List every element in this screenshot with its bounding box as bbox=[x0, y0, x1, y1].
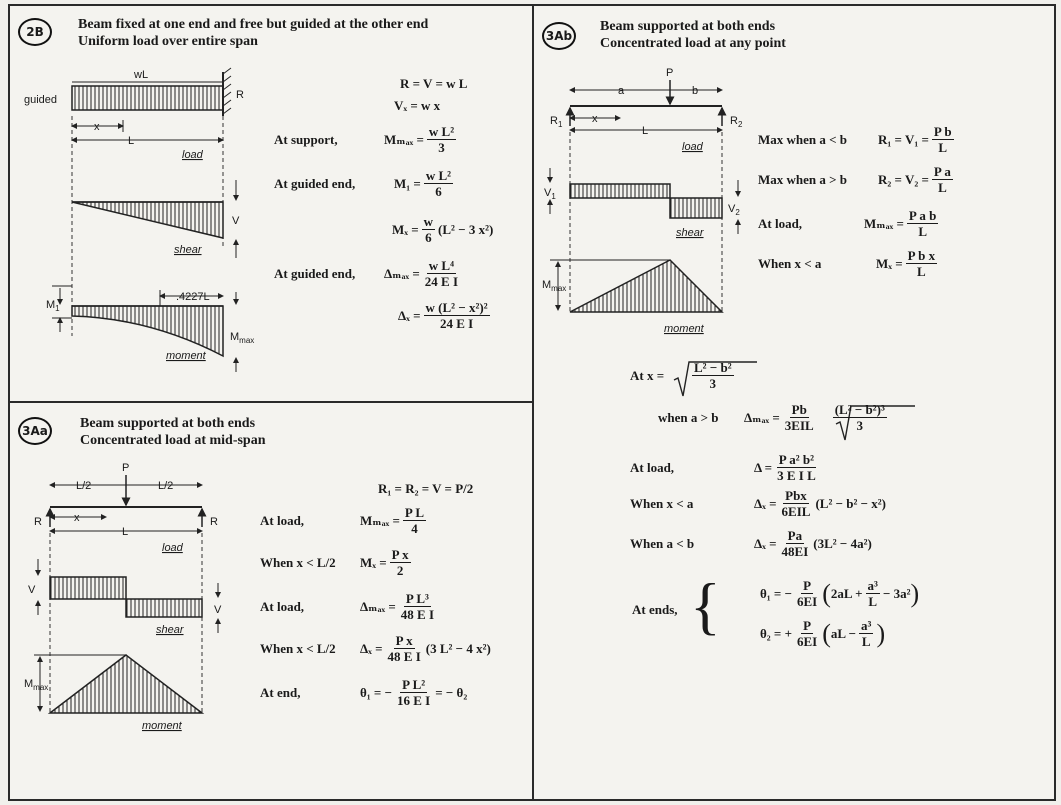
label-x: x bbox=[94, 121, 100, 133]
label-V1: $V_1$ bbox=[544, 187, 556, 201]
label-load: load bbox=[182, 149, 203, 161]
label-R2: R bbox=[210, 516, 218, 528]
label-shear: shear bbox=[156, 624, 184, 636]
label-wL: wL bbox=[134, 69, 149, 81]
label-load: load bbox=[682, 141, 703, 153]
label-L: L bbox=[122, 526, 129, 538]
brace: { bbox=[690, 570, 721, 641]
eq-delta-x: Δₓ = $\frac{\text{w (L² − x²)²}}{\text{24 E I}}$ bbox=[398, 300, 488, 331]
shear-positive bbox=[570, 184, 670, 198]
label-M1: $M_1$ bbox=[46, 299, 60, 313]
label-R1: $R_1$ bbox=[550, 115, 563, 129]
label-dist: .4227L bbox=[176, 291, 210, 303]
label-moment: moment bbox=[664, 323, 704, 335]
label-guided: guided bbox=[24, 94, 58, 106]
shear-negative bbox=[670, 198, 722, 218]
label-Mmax: $M_{max}$ bbox=[230, 331, 255, 345]
label-Mmax: $M_{max}$ bbox=[542, 279, 567, 293]
label-L2-right: L/2 bbox=[158, 480, 174, 492]
eq-Mx: When x < a Mₓ = $\frac{\text{P b x}}{L}$ bbox=[758, 248, 936, 279]
label-at-ends: At ends, bbox=[632, 602, 678, 617]
label-x: x bbox=[592, 113, 598, 125]
shear-positive bbox=[50, 577, 126, 599]
eq-delta-x: When x < L/2 Δₓ = $\frac{\text{P x}}{\text{48 E I}}$ (3 L² − 4 x²) bbox=[260, 633, 491, 664]
diagram-2B bbox=[10, 6, 536, 405]
eq-theta: At end, θ₁ = − $\frac{\text{P L²}}{\text{16 E I}}$ = − θ₂ bbox=[260, 677, 468, 708]
eq-delta-x-2: When a < b Δₓ = $\frac{Pa}{48EI}$ (3L² − 4a²) bbox=[630, 528, 872, 559]
label-shear: shear bbox=[676, 227, 704, 239]
label-L: L bbox=[128, 135, 135, 147]
eq-theta2: θ₂ = + $\frac{P}{6EI}$ ( aL − $\frac{\text{a³}}{L}$ ) bbox=[760, 618, 886, 649]
label-V2: V bbox=[214, 604, 222, 616]
label-moment: moment bbox=[142, 720, 182, 732]
label-V1: V bbox=[28, 584, 36, 596]
label-load: load bbox=[162, 542, 183, 554]
label-V: V bbox=[232, 215, 240, 227]
label-P: P bbox=[122, 462, 130, 474]
eq-delta-max: At load, Δₘₐₓ = $\frac{\text{P L³}}{\text{48 E I}}$ bbox=[260, 591, 435, 622]
eq-reactions: R₁ = R₂ = V = P/2 bbox=[378, 481, 474, 496]
label-P: P bbox=[666, 67, 674, 79]
eq-Mmax: At load, Mₘₐₓ = $\frac{\text{P a b}}{L}$ bbox=[758, 208, 937, 239]
eq-R2: Max when a > b R₂ = V₂ = $\frac{\text{P a}}{L}$ bbox=[758, 164, 951, 195]
title-line-1: Beam supported at both ends bbox=[600, 19, 776, 34]
eq-Mmax: At load, Mₘₐₓ = $\frac{\text{P L}}{4}$ bbox=[260, 505, 425, 536]
label-R: R bbox=[236, 89, 244, 101]
label-shear: shear bbox=[174, 244, 202, 256]
eq-delta-max: At guided end, Δₘₐₓ = $\frac{\text{w L⁴}}{\text{24 E I}}$ bbox=[274, 258, 459, 289]
eq-delta-load: At load, Δ = $\frac{\text{P a² b²}}{\text{3 E I L}}$ bbox=[630, 452, 816, 483]
label-x: x bbox=[74, 512, 80, 524]
eq-Mx: Mₓ = $\frac{w}{6}$ (L² − 3 x²) bbox=[392, 214, 494, 245]
moment-diagram bbox=[72, 306, 223, 356]
wall-hatch bbox=[223, 68, 231, 114]
moment-diagram bbox=[570, 260, 722, 312]
label-a: a bbox=[618, 85, 625, 97]
label-Mmax: $M_{max}$ bbox=[24, 678, 49, 692]
eq-delta-x-1: When x < a Δₓ = $\frac{\text{Pbx}}{\text{6EIL}}$ (L² − b² − x²) bbox=[630, 488, 887, 519]
label-R2: $R_2$ bbox=[730, 115, 743, 129]
label-R1: R bbox=[34, 516, 42, 528]
shear-diagram bbox=[72, 202, 223, 238]
panel-3Ab bbox=[532, 4, 1056, 801]
title-line-2: Concentrated load at mid-span bbox=[80, 433, 266, 448]
eq-at-x: At x = $\frac{\text{L² − b²}}{3}$ bbox=[630, 360, 732, 391]
beam-2B bbox=[72, 86, 223, 110]
label-L2-left: L/2 bbox=[76, 480, 92, 492]
eq-R1: Max when a < b R₁ = V₁ = $\frac{\text{P b}}{L}$ bbox=[758, 124, 952, 155]
panel-badge: 3Ab bbox=[542, 22, 576, 50]
eq-delta-max: when a > b Δₘₐₓ = $\frac{Pb}{\text{3EIL}}$ $\frac{\text{(L² − b²)³}}{3}$ bbox=[658, 402, 885, 433]
panel-badge: 3Aa bbox=[18, 417, 52, 445]
shear-negative bbox=[126, 599, 202, 617]
title-line-2: Concentrated load at any point bbox=[600, 36, 786, 51]
label-V2: $V_2$ bbox=[728, 203, 740, 217]
moment-diagram bbox=[50, 655, 202, 713]
label-L: L bbox=[642, 125, 649, 137]
eq-R-V: R = V = w L bbox=[400, 76, 468, 91]
panel-badge: 2B bbox=[18, 18, 52, 46]
eq-Mmax-support: At support, Mₘₐₓ = $\frac{\text{w L²}}{3}$ bbox=[274, 124, 455, 155]
panel-2B bbox=[8, 4, 534, 403]
eq-M1: At guided end, M₁ = $\frac{\text{w L²}}{6}$ bbox=[274, 168, 452, 199]
eq-Vx: Vₓ = w x bbox=[394, 98, 441, 113]
label-b: b bbox=[692, 85, 699, 97]
title-line-1: Beam supported at both ends bbox=[80, 416, 256, 431]
title-line-2: Uniform load over entire span bbox=[78, 34, 258, 49]
eq-Mx: When x < L/2 Mₓ = $\frac{\text{P x}}{2}$ bbox=[260, 547, 409, 578]
panel-3Aa bbox=[8, 401, 534, 801]
title-line-1: Beam fixed at one end and free but guided at the other end bbox=[78, 17, 429, 32]
label-moment: moment bbox=[166, 350, 206, 362]
eq-theta1: θ₁ = − $\frac{P}{6EI}$ ( 2aL + $\frac{\text{a³}}{L}$ − 3a² ) bbox=[760, 578, 920, 609]
